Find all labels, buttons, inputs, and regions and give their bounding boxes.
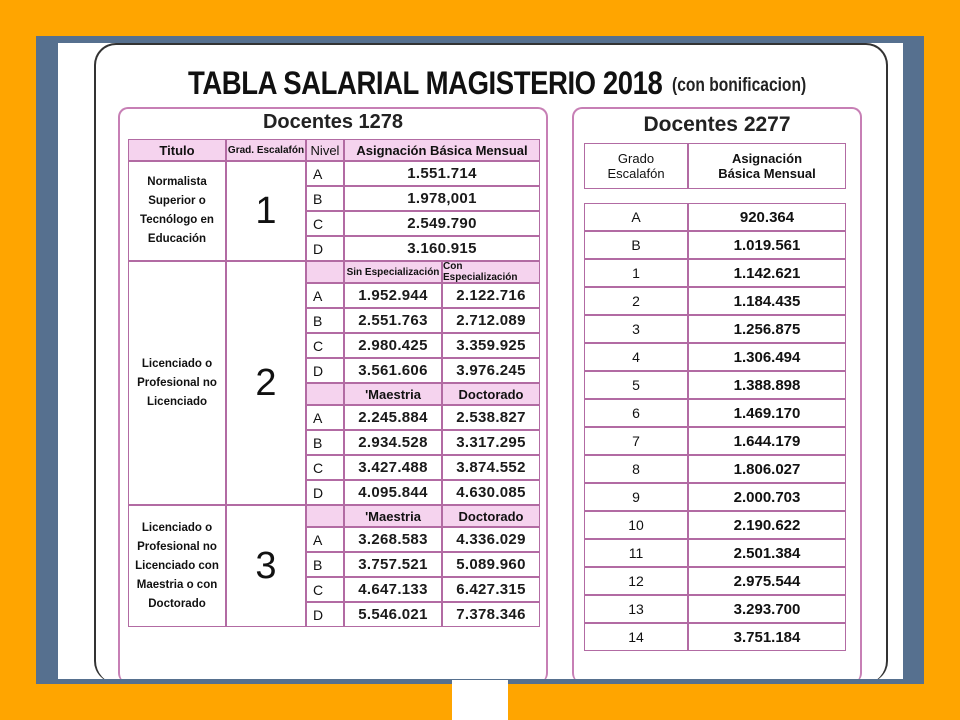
grado-cell: 6	[584, 399, 688, 427]
valor-cell: 1.142.621	[688, 259, 846, 287]
salary-table-document	[58, 43, 903, 679]
valor-cell: 1.806.027	[688, 455, 846, 483]
valor-cell: 3.359.925	[442, 333, 540, 358]
sub-header-sin-esp: Sin Especialización	[344, 261, 442, 283]
valor-cell: 3.751.184	[688, 623, 846, 651]
nivel-cell: C	[306, 577, 344, 602]
grado-cell: B	[584, 231, 688, 259]
grado-cell: 11	[584, 539, 688, 567]
valor-cell: 2.712.089	[442, 308, 540, 333]
valor-cell: 5.546.021	[344, 602, 442, 627]
valor-cell: 2.551.763	[344, 308, 442, 333]
sub-header-doctorado: Doctorado	[442, 505, 540, 527]
grado-cell: 7	[584, 427, 688, 455]
grado-cell: 2	[584, 287, 688, 315]
valor-cell: 1.978,001	[344, 186, 540, 211]
grado-cell: 1	[584, 259, 688, 287]
grado-1: 1	[226, 161, 306, 261]
nivel-cell: A	[306, 405, 344, 430]
grado-2: 2	[226, 261, 306, 505]
valor-cell: 1.388.898	[688, 371, 846, 399]
nivel-cell: D	[306, 602, 344, 627]
valor-cell: 2.980.425	[344, 333, 442, 358]
grado-cell: 12	[584, 567, 688, 595]
valor-cell: 7.378.346	[442, 602, 540, 627]
nivel-cell: A	[306, 527, 344, 552]
valor-cell: 3.160.915	[344, 236, 540, 261]
valor-cell: 6.427.315	[442, 577, 540, 602]
col-header-asignacion: Asignación Básica Mensual	[688, 143, 846, 189]
valor-cell: 4.630.085	[442, 480, 540, 505]
valor-cell: 2.538.827	[442, 405, 540, 430]
grado-cell: 5	[584, 371, 688, 399]
titulo-grado-1: Normalista Superior o Tecnólogo en Educación	[128, 161, 226, 261]
valor-cell: 2.975.544	[688, 567, 846, 595]
valor-cell: 3.874.552	[442, 455, 540, 480]
nivel-cell: B	[306, 552, 344, 577]
valor-cell: 3.268.583	[344, 527, 442, 552]
table-docentes-1278	[118, 107, 548, 679]
titulo-grado-2: Licenciado o Profesional no Licenciado	[128, 261, 226, 505]
nivel-cell: C	[306, 333, 344, 358]
nivel-cell: C	[306, 211, 344, 236]
valor-cell: 1.256.875	[688, 315, 846, 343]
grado-3: 3	[226, 505, 306, 627]
valor-cell: 3.317.295	[442, 430, 540, 455]
title-main: TABLA SALARIAL MAGISTERIO 2018	[188, 65, 663, 101]
grado-cell: 4	[584, 343, 688, 371]
nivel-cell: B	[306, 430, 344, 455]
heading-docentes-1278: Docentes 1278	[262, 111, 404, 133]
grado-cell: 3	[584, 315, 688, 343]
valor-cell: 920.364	[688, 203, 846, 231]
grado-cell: 10	[584, 511, 688, 539]
valor-cell: 2.000.703	[688, 483, 846, 511]
table-docentes-2277	[572, 107, 862, 679]
grado-cell: 13	[584, 595, 688, 623]
valor-cell: 5.089.960	[442, 552, 540, 577]
valor-cell: 3.976.245	[442, 358, 540, 383]
grado-cell: 8	[584, 455, 688, 483]
sub-header-con-esp: Con Especialización	[442, 261, 540, 283]
col-header-grado: Grad. Escalafón	[226, 139, 306, 161]
nivel-cell: A	[306, 283, 344, 308]
sub-header-maestria: 'Maestria	[344, 505, 442, 527]
col-header-grado-escalafon: Grado Escalafón	[584, 143, 688, 189]
nivel-cell: C	[306, 455, 344, 480]
col-header-titulo: Titulo	[128, 139, 226, 161]
grado-cell: A	[584, 203, 688, 231]
nivel-cell: D	[306, 236, 344, 261]
valor-cell: 2.245.884	[344, 405, 442, 430]
sub-header-blank	[306, 261, 344, 283]
valor-cell: 2.190.622	[688, 511, 846, 539]
valor-cell: 2.934.528	[344, 430, 442, 455]
grado-cell: 14	[584, 623, 688, 651]
valor-cell: 4.336.029	[442, 527, 540, 552]
sub-header-blank	[306, 505, 344, 527]
nivel-cell: A	[306, 161, 344, 186]
nivel-cell: B	[306, 308, 344, 333]
grado-cell: 9	[584, 483, 688, 511]
valor-cell: 3.757.521	[344, 552, 442, 577]
valor-cell: 1.306.494	[688, 343, 846, 371]
valor-cell: 3.293.700	[688, 595, 846, 623]
document-title	[188, 65, 888, 109]
nivel-cell: D	[306, 480, 344, 505]
title-subtitle: (con bonificacion)	[672, 75, 807, 96]
col-header-nivel: Nivel	[306, 139, 344, 161]
valor-cell: 4.095.844	[344, 480, 442, 505]
valor-cell: 2.549.790	[344, 211, 540, 236]
valor-cell: 2.501.384	[688, 539, 846, 567]
nivel-cell: D	[306, 358, 344, 383]
nivel-cell: B	[306, 186, 344, 211]
valor-cell: 1.469.170	[688, 399, 846, 427]
valor-cell: 4.647.133	[344, 577, 442, 602]
heading-docentes-2277: Docentes 2277	[643, 113, 791, 136]
sub-header-doctorado: Doctorado	[442, 383, 540, 405]
sub-header-blank	[306, 383, 344, 405]
valor-cell: 1.952.944	[344, 283, 442, 308]
valor-cell: 3.427.488	[344, 455, 442, 480]
valor-cell: 2.122.716	[442, 283, 540, 308]
col-header-asignacion: Asignación Básica Mensual	[344, 139, 540, 161]
valor-cell: 1.019.561	[688, 231, 846, 259]
sub-header-maestria: 'Maestria	[344, 383, 442, 405]
bottom-notch	[452, 680, 508, 720]
titulo-grado-3: Licenciado o Profesional no Licenciado con Maestria o con Doctorado	[128, 505, 226, 627]
valor-cell: 3.561.606	[344, 358, 442, 383]
valor-cell: 1.184.435	[688, 287, 846, 315]
valor-cell: 1.644.179	[688, 427, 846, 455]
valor-cell: 1.551.714	[344, 161, 540, 186]
